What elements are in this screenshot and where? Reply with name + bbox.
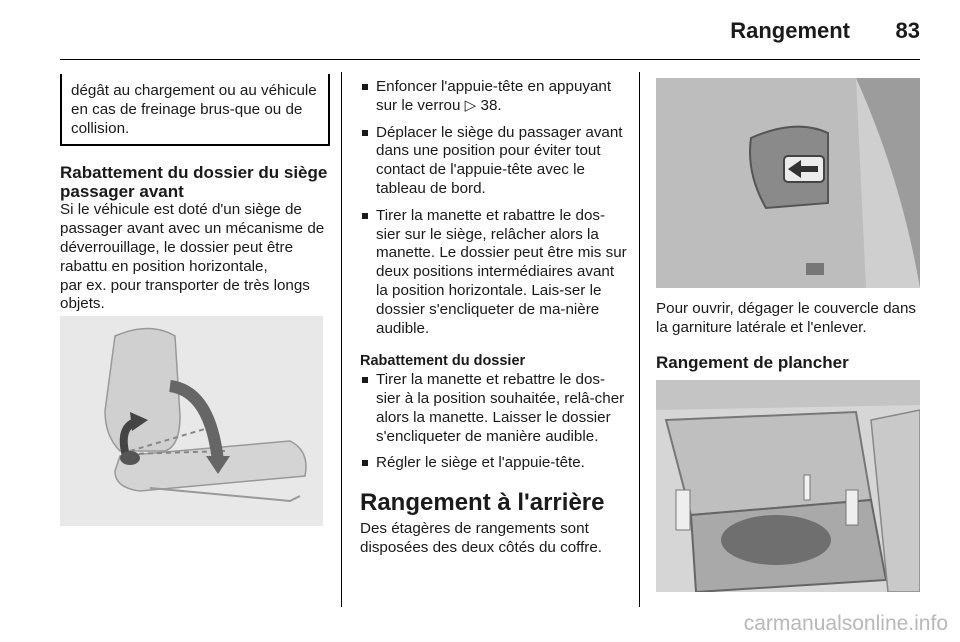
caution-note-text: dégât au chargement ou au véhicule en cas de freinage brus-que ou de collision.	[71, 82, 317, 137]
list-item: Tirer la manette et rabattre le dos-sier sur le siège, relâcher alors la manette. Le dossier peut être mis sur deux positions intermédiaires avant la position horizontale. Lais-ser le dossier s'encliqueter de ma-nière audible.	[360, 207, 628, 339]
paragraph: par ex. pour transporter de très longs objets.	[60, 276, 310, 313]
photo-caption: Pour ouvrir, dégager le couvercle dans la garniture latérale et l'enlever.	[656, 300, 917, 336]
seat-illustration	[60, 316, 323, 526]
column-divider	[341, 72, 342, 607]
watermark: carmanualsonline.info	[743, 612, 948, 635]
page-number: 83	[895, 18, 920, 43]
floor-storage-photo	[656, 380, 920, 592]
paragraph: Des étagères de rangements sont disposées des deux côtés du coffre.	[360, 520, 603, 556]
column-divider	[639, 72, 640, 607]
trunk-side-compartment-photo	[656, 78, 920, 288]
subheading: Rabattement du dossier	[360, 353, 526, 370]
section-heading: Rabattement du dossier du siège passager avant	[60, 163, 328, 202]
section-heading: Rangement de plancher	[656, 353, 849, 372]
list-item: Régler le siège et l'appuie-tête.	[360, 454, 628, 473]
list-item: Déplacer le siège du passager avant dans une position pour éviter tout contact de l'appuie-tête avec le tableau de bord.	[360, 124, 628, 199]
running-header-title: Rangement	[730, 18, 850, 43]
column-middle	[360, 78, 628, 558]
header-rule	[60, 59, 920, 60]
column-left	[60, 74, 330, 314]
section-heading: Rangement à l'arrière	[360, 489, 605, 517]
list-item: Tirer la manette et rebattre le dos-sier à la position souhaitée, relâ-cher alors la manette. Laisser le dossier s'encliqueter de manière audible.	[360, 371, 628, 446]
caution-note-box	[60, 74, 330, 146]
paragraph: Si le véhicule est doté d'un siège de passager avant avec un mécanisme de déverrouillage, le dossier peut être rabattu en position horizontale,	[60, 201, 325, 275]
list-item: Enfoncer l'appuie-tête en appuyant sur le verrou ▷ 38.	[360, 78, 628, 116]
